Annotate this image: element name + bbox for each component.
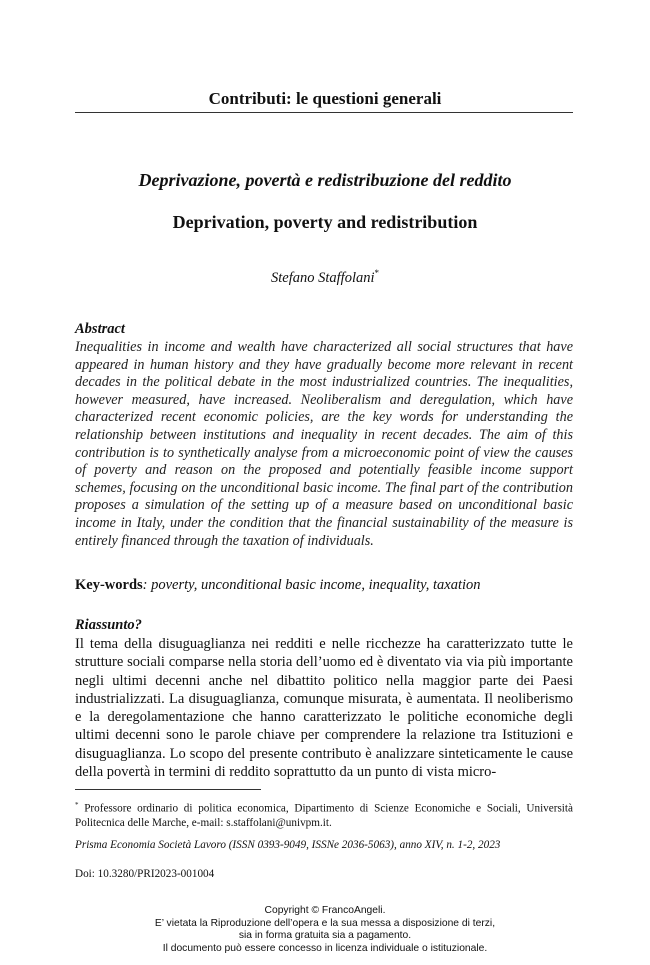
doi-line: Doi: 10.3280/PRI2023-001004 — [75, 868, 215, 880]
keywords-label: Key-words — [75, 577, 143, 593]
footnote-divider — [75, 789, 261, 790]
riassunto-heading: Riassunto? — [75, 617, 142, 633]
copyright-line-2: E’ vietata la Riproduzione dell’opera e la sua messa a disposizione di terzi, — [154, 917, 496, 929]
author-footnote-mark: * — [374, 268, 379, 278]
keywords — [75, 577, 573, 594]
footnote-mark: * — [75, 801, 79, 809]
riassunto-text: Il tema della disuguaglianza nei redditi e nelle ricchezze ha caratterizzato tutte le strutture sociali comparse nella storia dell’uomo ed è diventato via via più importante negli ultimi decenni anche nel dibattito politico nella maggior parte dei Paesi industrializzati. La disuguaglianza, comunque misurata, è aumentata. Il neoliberismo e la deregolamentazione che hanno caratterizzato le politiche economiche degli ultimi decenni sono le parole chiave per comprendere la relazione tra Istituzioni e disuguaglianza. Lo scopo del presente contributo è analizzare sinteticamente le cause della povertà in termini di reddito soprattutto da un punto di vista micro- — [75, 636, 573, 781]
abstract-text: Inequalities in income and wealth have characterized all social structures that have appeared in human history and they have gradually become more relevant in recent decades in the political debate in the most industrialized countries. The inequalities, however measured, have increased. Neoliberalism and deregulation, which have characterized recent economic policies, are the key words for understanding the relationship between institutions and inequality in recent decades. The aim of this contribution is to synthetically analyse from a microeconomic point of view the causes of poverty and reason on the proposed and potentially feasible income support schemes, focusing on the unconditional basic income. The final part of the contribution proposes a simulation of the setting up of a measure based on unconditional basic income in Italy, under the condition that the financial sustainability of the measure is entirely financed through the taxation of individuals. — [75, 339, 573, 549]
abstract-heading: Abstract — [75, 321, 125, 337]
section-header: Contributi: le questioni generali — [208, 89, 442, 108]
article-title-italian: Deprivazione, povertà e redistribuzione del reddito — [138, 170, 512, 190]
author-name: Stefano Staffolani — [270, 269, 375, 286]
copyright-line-3: sia in forma gratuita sia a pagamento. — [238, 930, 412, 941]
copyright-line-4: Il documento può essere concesso in licenza individuale o istituzionale. — [162, 942, 488, 954]
copyright-line-1: Copyright © FrancoAngeli. — [264, 905, 386, 916]
footnote-text: Professore ordinario di politica economica, Dipartimento di Scienze Economiche e Sociali, Università Politecnica delle Marche, e-mail: s.staffolani@univpm.it. — [75, 802, 573, 830]
copyright-notice — [0, 905, 650, 955]
journal-citation: Prisma Economia Società Lavoro (ISSN 0393-9049, ISSNe 2036-5063), anno XIV, n. 1-2, 2023 — [75, 839, 501, 851]
author-footnote — [75, 798, 573, 831]
header-divider — [75, 112, 573, 113]
keywords-text: : poverty, unconditional basic income, inequality, taxation — [142, 577, 481, 593]
author-line — [0, 268, 650, 287]
article-title-english: Deprivation, poverty and redistribution — [172, 212, 478, 232]
